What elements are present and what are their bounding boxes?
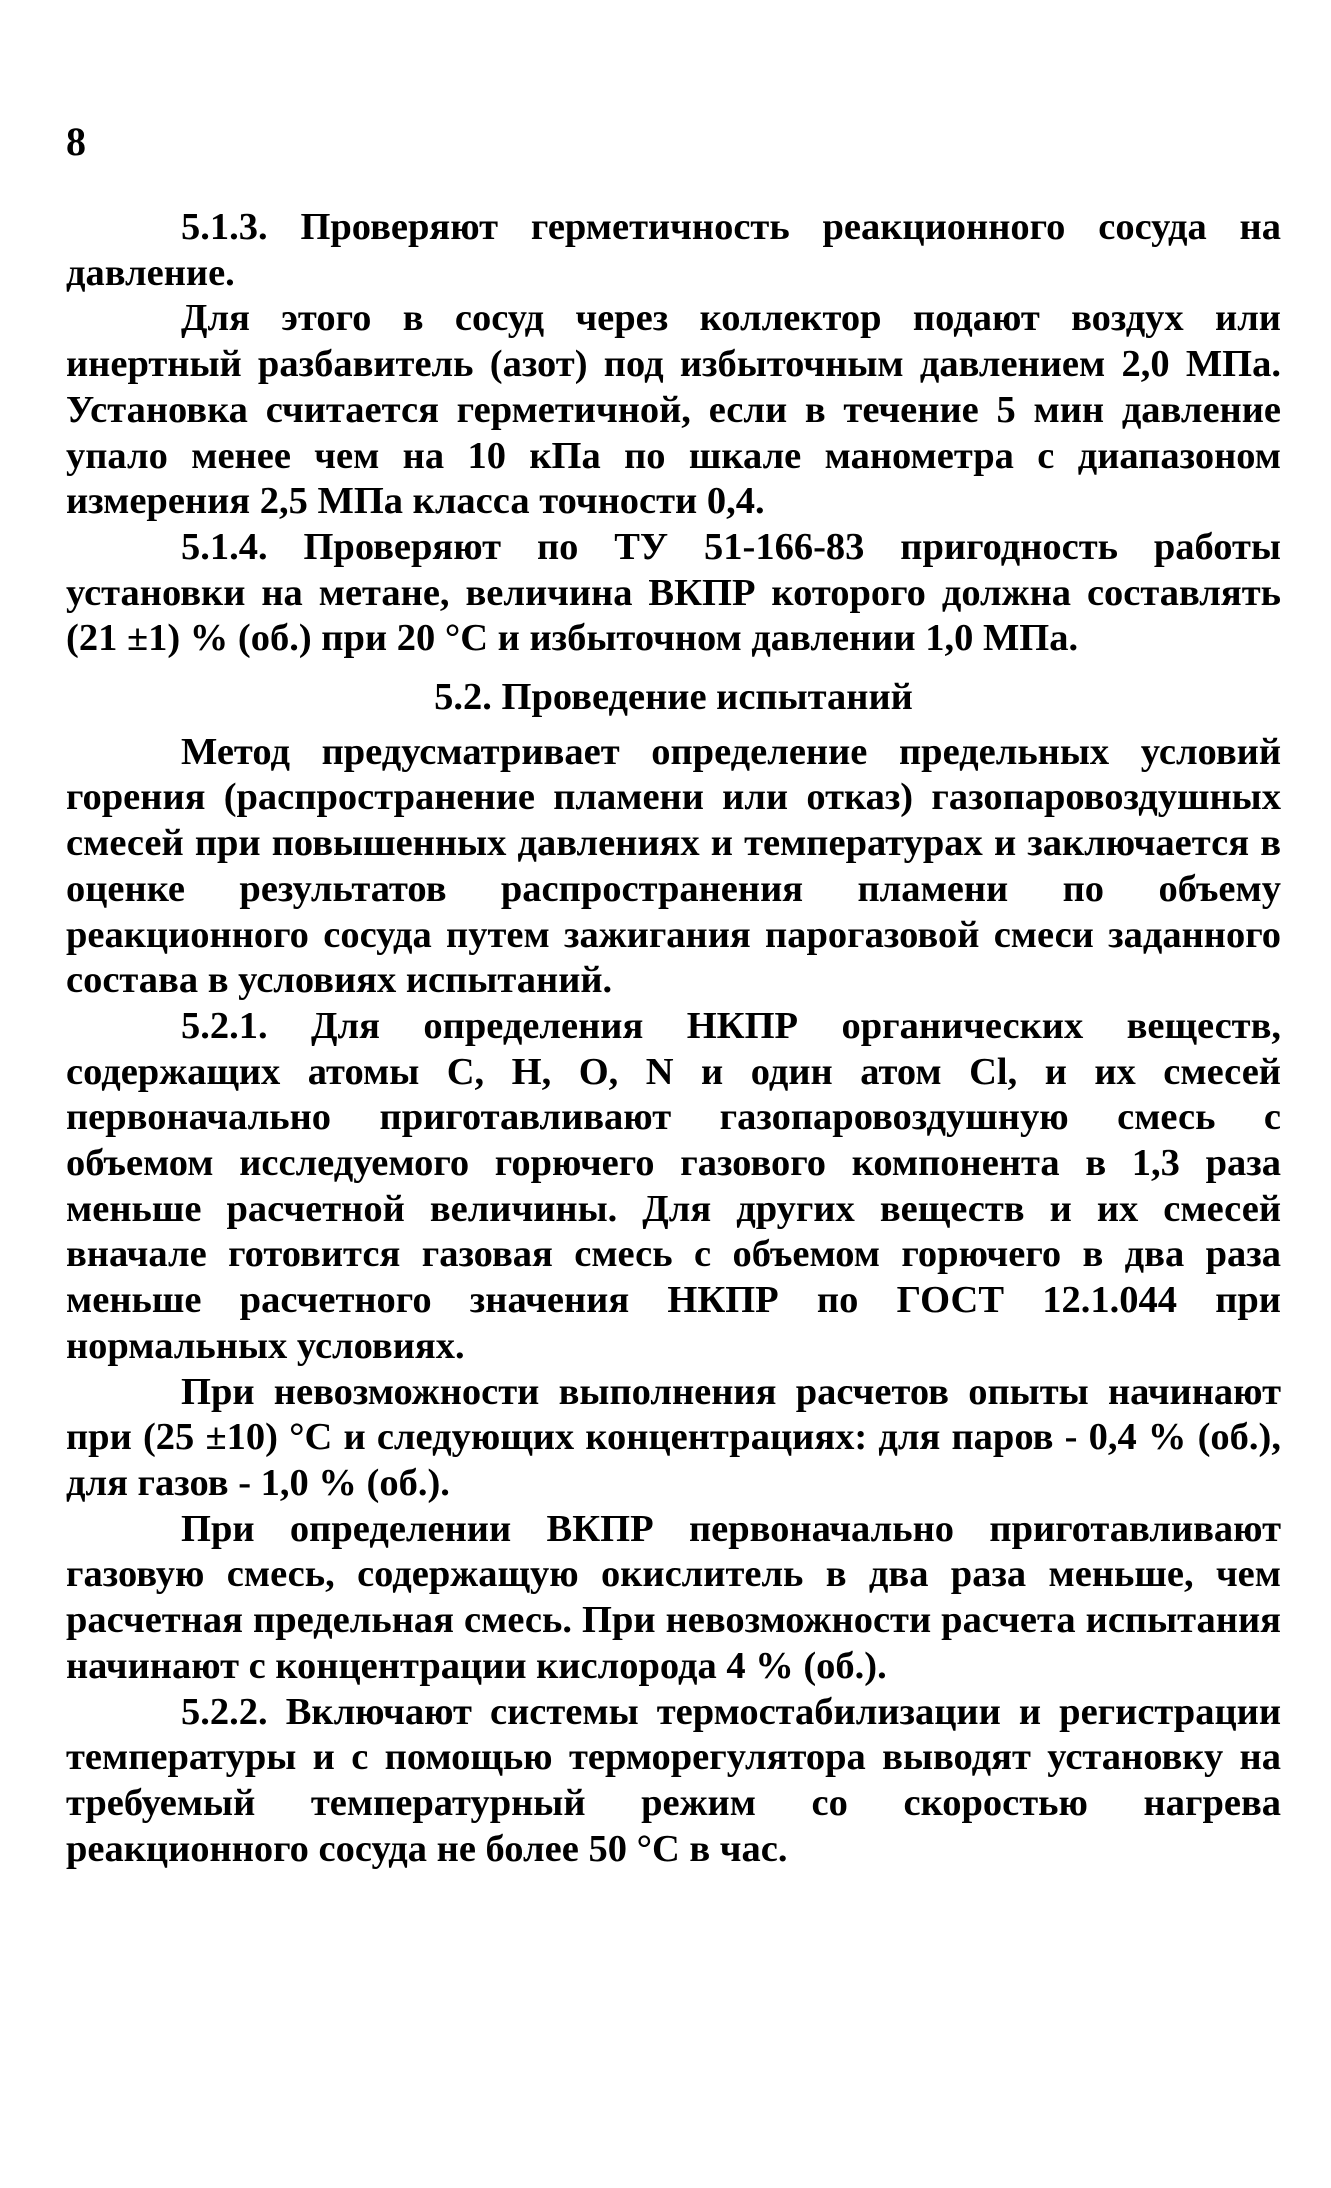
paragraph-vkpr: При определении ВКПР первоначально приготавливают газовую смесь, содержащую окислитель в два раза меньше, чем расчетная предельная смесь. При невозможности расчета испытания начинают с концентрации кислорода 4 % (об.). — [66, 1507, 1281, 1687]
paragraph-no-calculation: При невозможности выполнения расчетов опыты начинают при (25 ±10) °С и следующих концентрациях: для паров - 0,4 % (об.), для газов - 1,0 % (об.). — [66, 1370, 1281, 1504]
document-body — [66, 205, 1281, 1872]
paragraph-5-2-1: 5.2.1. Для определения НКПР органических веществ, содержащих атомы С, Н, О, N и один атом Cl, и их смесей первоначально приготавливают газопаровоздушную смесь с объемом исследуемого горючего газового компонента в 1,3 раза меньше расчетной величины. Для других веществ и их смесей вначале готовится газовая смесь с объемом горючего в два раза меньше расчетного значения НКПР по ГОСТ 12.1.044 при нормальных условиях. — [66, 1004, 1281, 1367]
paragraph-method: Метод предусматривает определение предельных условий горения (распространение пламени или отказ) газопаровоздушных смесей при повышенных давлениях и температурах и заключается в оценке результатов распространения пламени по объему реакционного сосуда путем зажигания парогазовой смеси заданного состава в условиях испытаний. — [66, 730, 1281, 1002]
paragraph-5-1-3-details: Для этого в сосуд через коллектор подают воздух или инертный разбавитель (азот) под избыточным давлением 2,0 МПа. Установка считается герметичной, если в течение 5 мин давление упало менее чем на 10 кПа по шкале манометра с диапазоном измерения 2,5 МПа класса точности 0,4. — [66, 297, 1281, 523]
page-number: 8 — [66, 119, 86, 164]
paragraph-5-2-2: 5.2.2. Включают системы термостабилизации и регистрации температуры и с помощью терморегулятора выводят установку на требуемый температурный режим со скоростью нагрева реакционного сосуда не более 50 °С в час. — [66, 1690, 1281, 1870]
paragraph-5-1-4: 5.1.4. Проверяют по ТУ 51-166-83 пригодность работы установки на метане, величина ВКПР которого должна составлять (21 ±1) % (об.) при 20 °С и избыточном давлении 1,0 МПа. — [66, 525, 1281, 660]
paragraph-5-1-3: 5.1.3. Проверяют герметичность реакционного сосуда на давление. — [66, 206, 1281, 294]
section-heading-5-2: 5.2. Проведение испытаний — [434, 676, 913, 719]
